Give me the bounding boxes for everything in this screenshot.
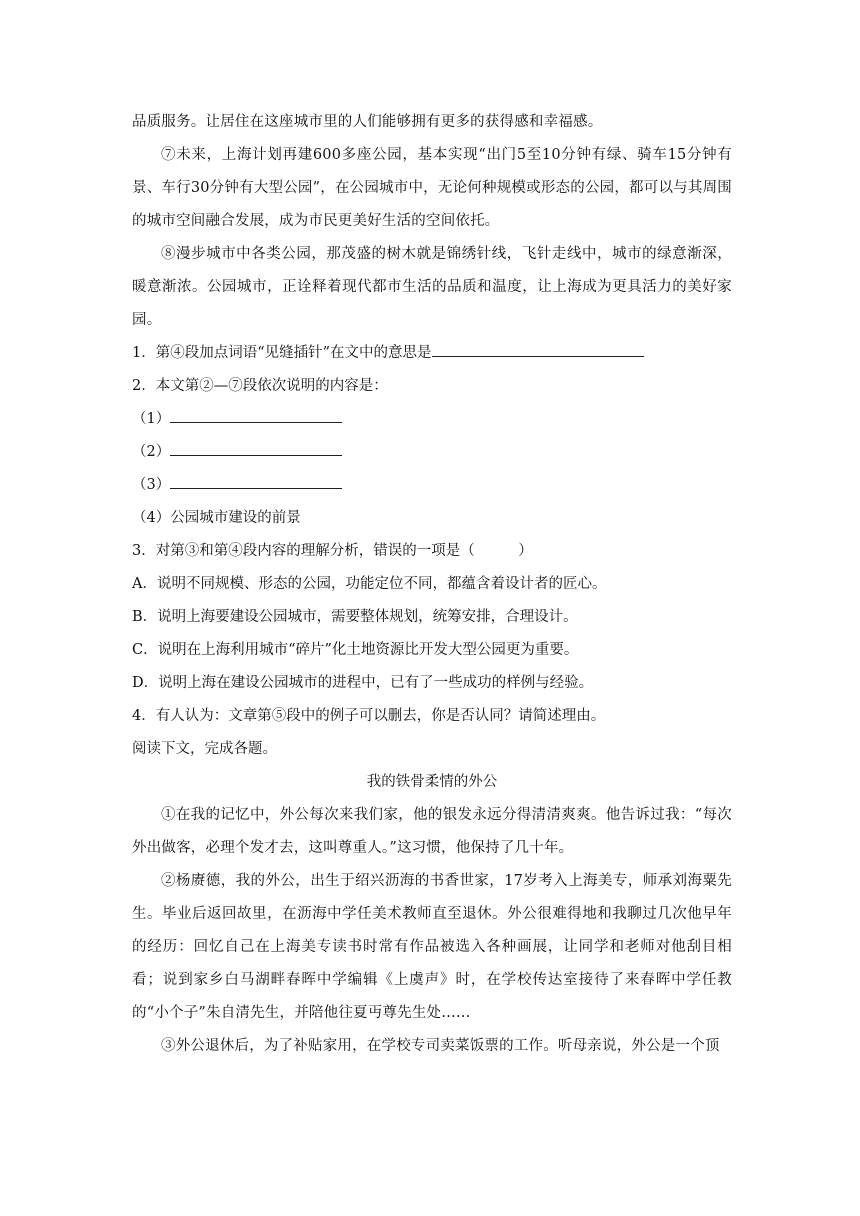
- question-4: 4．有人认为：文章第⑤段中的例子可以删去，你是否认同？请简述理由。: [132, 708, 606, 724]
- passage-title: 我的铁骨柔情的外公: [366, 774, 498, 790]
- reading-instruction: 阅读下文，完成各题。: [132, 741, 277, 757]
- passage-paragraph-tail: 品质服务。让居住在这座城市里的人们能够拥有更多的获得感和幸福感。: [132, 114, 603, 130]
- option-d[interactable]: D．说明上海在建设公园城市的进程中，已有了一些成功的样例与经验。: [132, 675, 594, 691]
- option-c[interactable]: C．说明在上海利用城市“碎片”化土地资源比开发大型公园更为重要。: [132, 642, 579, 658]
- question-2-item-3: [132, 469, 732, 502]
- passage-paragraph-7: ⑦未来，上海计划再建600多座公园，基本实现“出门5至10分钟有绿、骑车15分钟有景、车行30分钟有大型公园”，在公园城市中，无论何种规模或形态的公园，都可以与其周围的城市空间融合发展，成为市民更美好生活的空间依托。: [132, 147, 732, 229]
- answer-blank-q2-3[interactable]: [170, 474, 342, 489]
- answer-blank-q2-1[interactable]: [170, 408, 342, 423]
- question-1: [132, 337, 732, 370]
- item-label: （1）: [132, 411, 171, 427]
- option-b[interactable]: B．说明上海要建设公园城市，需要整体规划，统筹安排，合理设计。: [132, 609, 578, 625]
- document-body: [132, 106, 732, 1063]
- item-label: （3）: [132, 477, 171, 493]
- answer-blank-q2-2[interactable]: [170, 441, 342, 456]
- passage-paragraph-8: ⑧漫步城市中各类公园，那茂盛的树木就是锦绣针线，飞针走线中，城市的绿意渐深，暖意渐浓。公园城市，正诠释着现代都市生活的品质和温度，让上海成为更具活力的美好家园。: [132, 246, 732, 328]
- option-a[interactable]: A．说明不同规模、形态的公园，功能定位不同，都蕴含着设计者的匠心。: [132, 576, 607, 592]
- passage2-paragraph-3: ③外公退休后，为了补贴家用，在学校专司卖菜饭票的工作。听母亲说，外公是一个顶: [161, 1038, 720, 1054]
- question-2-item-2: [132, 436, 732, 469]
- item-label: （2）: [132, 444, 171, 460]
- question-2-item-4: （4）公园城市建设的前景: [132, 510, 301, 526]
- answer-blank-q1[interactable]: [432, 342, 644, 357]
- question-1-text: 1．第④段加点词语“见缝插针”在文中的意思是: [132, 345, 432, 361]
- question-2: 2．本文第②—⑦段依次说明的内容是：: [132, 378, 388, 394]
- passage2-paragraph-1: ①在我的记忆中，外公每次来我们家，他的银发永远分得清清爽爽。他告诉过我：“每次外出做客，必理个发才去，这叫尊重人。”这习惯，他保持了几十年。: [132, 807, 732, 856]
- question-3: 3．对第③和第④段内容的理解分析，错误的一项是（ ）: [132, 543, 533, 559]
- question-2-item-1: [132, 403, 732, 436]
- passage2-paragraph-2: ②杨赓德，我的外公，出生于绍兴沥海的书香世家，17岁考入上海美专，师承刘海粟先生。毕业后返回故里，在沥海中学任美术教师直至退休。外公很难得地和我聊过几次他早年的经历：回忆自己在上海美专读书时常有作品被选入各种画展，让同学和老师对他刮目相看；说到家乡白马湖畔春晖中学编辑《上虞声》时，在学校传达室接待了来春晖中学任教的“小个子”朱自清先生，并陪他往夏丏尊先生处……: [132, 873, 732, 1021]
